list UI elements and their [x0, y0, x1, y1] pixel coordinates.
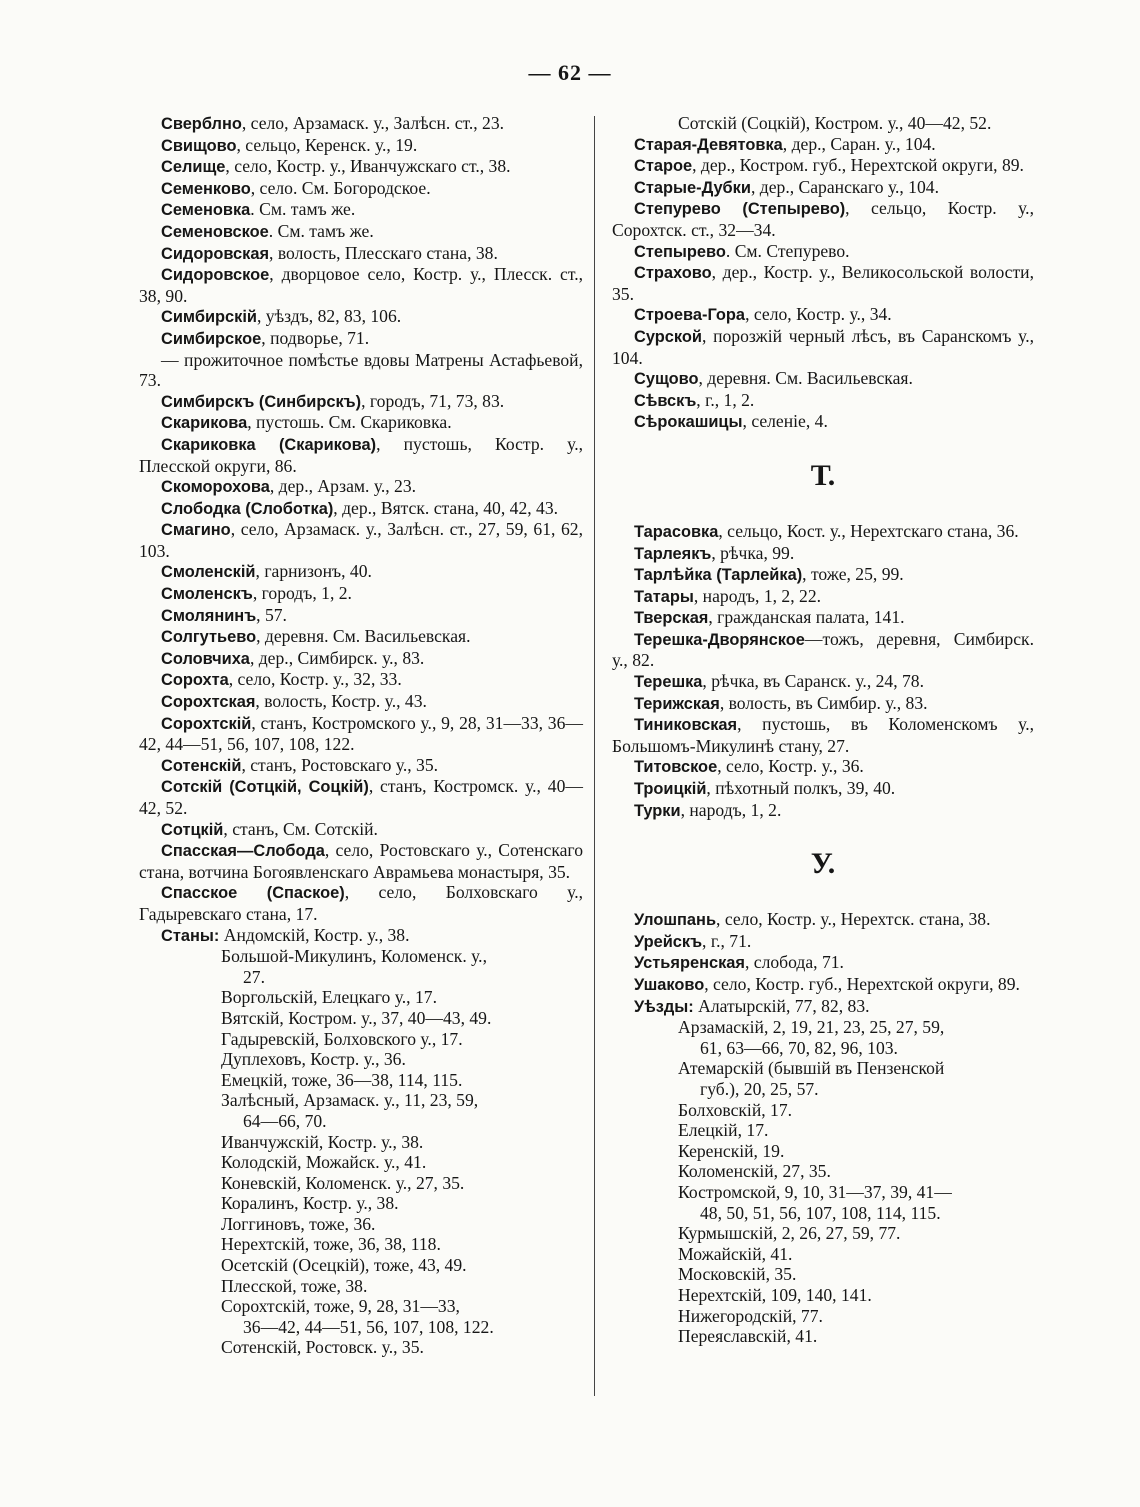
index-entry [139, 135, 583, 157]
sub-entry [139, 1276, 583, 1297]
entry-headword: Сурской [634, 327, 702, 346]
sub-entry-text: Дуплеховъ, Костр. у., 36. [221, 1049, 406, 1070]
entry-text: , станъ, Ростовскаго у., 35. [241, 754, 439, 775]
index-entry [612, 368, 1034, 390]
entry-headword: Тиниковская [634, 716, 738, 735]
entry-headword: Строева-Гора [634, 306, 746, 325]
entry-text: , волость, Плесскаго стана, 38. [269, 242, 498, 263]
index-entry [139, 583, 583, 605]
entry-headword: Сидоровская [161, 244, 270, 263]
sub-entry-text: Большой-Микулинъ, Коломенск. у., [221, 946, 487, 967]
entry-text: , слобода, 71. [744, 952, 844, 973]
sub-entry [612, 1161, 1034, 1182]
index-entry [139, 882, 583, 924]
sub-entry [139, 1337, 583, 1358]
entry-headword: Старая-Девятовка [634, 135, 783, 154]
sub-entry [612, 1306, 1034, 1327]
entry-text: , дворцовое село, Костр. у., Плесск. ст., 38, 90. [139, 264, 583, 306]
left-column [139, 113, 583, 1358]
entry-text: . См. тамъ же. [268, 220, 374, 241]
entry-text: , село, Костр. у., 32, 33. [228, 669, 402, 690]
entry-headword: Смолянинъ [161, 606, 257, 625]
entry-text: , деревня. См. Васильевская. [256, 626, 471, 647]
entry-text: , г., 71. [702, 930, 752, 951]
index-entry [612, 521, 1034, 543]
index-entry [612, 543, 1034, 565]
sub-entry-text: Воргольскій, Елецкаго у., 17. [221, 987, 437, 1008]
sub-entry [612, 1120, 1034, 1141]
entry-text: , дер., Костр. у., Великосольской волости, 35. [612, 262, 1034, 304]
entry-text: , рѣчка, 99. [711, 542, 795, 563]
entry-text: , волость, въ Симбир. у., 83. [719, 692, 928, 713]
entry-headword: Сорохта [161, 671, 229, 690]
entry-headword: Соловчиха [161, 649, 250, 668]
index-entry [139, 648, 583, 670]
sub-entry-text: Нерехтскій, тоже, 36, 38, 118. [221, 1234, 441, 1255]
sub-entry-continuation: 64—66, 70. [243, 1110, 327, 1131]
entry-headword: Тверская [634, 609, 709, 628]
entry-text: , село. См. Богородское. [250, 177, 431, 198]
index-entry [612, 629, 1034, 671]
sub-entry [139, 1193, 583, 1214]
entry-text: — прожиточное помѣстье вдовы Матрены Астафьевой, 73. [139, 349, 583, 391]
entry-text: , станъ, См. Сотскій. [223, 818, 378, 839]
sub-entry-text: Костромской, 9, 10, 31—37, 39, 41— [678, 1181, 952, 1202]
sub-entry-continuation: 27. [243, 966, 265, 987]
entry-headword: Турки [634, 801, 681, 820]
sub-entry [139, 1234, 583, 1255]
index-entry [139, 755, 583, 777]
entry-text: , дер., Вятск. стана, 40, 42, 43. [333, 497, 559, 518]
entry-text: , городъ, 71, 73, 83. [361, 390, 505, 411]
index-entry [139, 221, 583, 243]
sub-entry [612, 1326, 1034, 1347]
sub-entry-text: Атемарскій (бывшій въ Пензенской [678, 1058, 945, 1079]
index-entry [139, 626, 583, 648]
entry-headword: Тарлеякъ [634, 544, 712, 563]
u-entry-list [612, 909, 1034, 995]
entry-headword: Слободка (Слоботка) [161, 499, 334, 518]
sub-entry-text: Нерехтскій, 109, 140, 141. [678, 1284, 872, 1305]
uezdy-list [612, 1017, 1034, 1347]
entry-headword: Симбирскій [161, 308, 257, 327]
entry-headword: Симбирскъ (Синбирскъ) [161, 392, 362, 411]
sub-entry [612, 1017, 1034, 1058]
entry-text: , село, Костр. у., Нерехтск. стана, 38. [716, 909, 991, 930]
sub-entry-text: Колодскій, Можайск. у., 41. [221, 1152, 427, 1173]
index-entry [612, 586, 1034, 608]
entry-headword: Ушаково [634, 976, 705, 994]
sub-entry [612, 1182, 1034, 1223]
entry-text: . См. тамъ же. [250, 199, 356, 220]
uezdy-first: Алатырскій, 77, 82, 83. [698, 995, 870, 1016]
entry-text: , село, Костр. губ., Нерехтской округи, 89. [704, 974, 1020, 994]
index-entry [612, 778, 1034, 800]
entry-text: , порозжій черный лѣсъ, въ Саранскомъ у., 104. [612, 325, 1034, 368]
sub-entry-text: Арзамаскій, 2, 19, 21, 23, 25, 27, 59, [678, 1017, 945, 1038]
sub-entry [612, 1264, 1034, 1285]
left-entry-list [139, 113, 583, 925]
uezdy-label: Уѣзды: [634, 997, 694, 1016]
sub-entry-continuation: 48, 50, 51, 56, 107, 108, 114, 115. [700, 1202, 941, 1223]
entry-text: —тожъ, деревня, Симбирск. у., 82. [612, 628, 1034, 671]
entry-headword: Спасская—Слобода [161, 842, 325, 861]
index-entry [612, 262, 1034, 304]
index-entry [139, 819, 583, 841]
sub-entry-text: Переяславскій, 41. [678, 1326, 818, 1347]
index-entry [612, 974, 1034, 996]
index-entry [139, 713, 583, 755]
entry-headword: Селище [161, 158, 226, 177]
index-entry [139, 350, 583, 391]
index-entry [139, 519, 583, 561]
entry-text: , сельцо, Костр. у., Сорохтск. ст., 32—34. [612, 198, 1034, 240]
sub-entry [612, 1100, 1034, 1121]
sub-entry-text: Емецкій, тоже, 36—38, 114, 115. [221, 1069, 463, 1090]
sub-entry-text: Керенскій, 19. [678, 1140, 785, 1161]
entry-headword: Сидоровское [161, 266, 270, 285]
sub-entry [139, 1008, 583, 1029]
sub-entry [139, 1214, 583, 1235]
entry-headword: Старое [634, 157, 693, 176]
entry-headword: Тарлѣйка (Тарлейка) [634, 566, 803, 585]
sub-entry [612, 1244, 1034, 1265]
entry-text: , народъ, 1, 2. [680, 799, 782, 820]
sub-entry-text: Болховскій, 17. [678, 1099, 793, 1120]
entry-text: , 57. [256, 604, 287, 625]
index-entry [612, 671, 1034, 693]
entry-headword: Сорохтскій [161, 714, 252, 733]
entry-text: , дер., Саран. у., 104. [782, 133, 936, 154]
entry-text: , село, Арзамаск. у., Залѣсн. ст., 27, 59, 61, 62, 103. [139, 519, 583, 561]
entry-headword: Семеновка [161, 201, 251, 220]
entry-headword: Улошпань [634, 911, 717, 930]
index-entry [139, 199, 583, 221]
index-entry [139, 691, 583, 713]
index-entry [139, 264, 583, 306]
sub-entry-text: Можайскій, 41. [678, 1243, 793, 1264]
entry-text: , тоже, 25, 99. [802, 564, 904, 585]
index-entry [612, 241, 1034, 263]
entry-text: , село, Ростовскаго у., Сотенскаго стана, вотчина Богоявленскаго Аврамьева монастыря, 35. [139, 840, 583, 882]
index-entry [612, 113, 1034, 134]
sub-entry-text: Елецкій, 17. [678, 1120, 769, 1141]
column-divider [594, 116, 595, 1396]
entry-headword: Сотскій (Сотцкій, Соцкій) [161, 778, 369, 797]
entry-headword: Степурево (Степырево) [634, 200, 846, 219]
entry-text: , станъ, Костромского у., 9, 28, 31—33, 36—42, 44—51, 56, 107, 108, 122. [139, 712, 583, 755]
index-entry [139, 840, 583, 882]
index-entry [612, 390, 1034, 412]
index-entry [612, 177, 1034, 199]
entry-text: , дер., Костром. губ., Нерехтской округи, 89. [692, 155, 1024, 176]
letter-heading-u: У. [810, 847, 836, 881]
sub-entry-text: Коралинъ, Костр. у., 38. [221, 1193, 399, 1214]
entry-headword: Терешка-Дворянское [634, 630, 805, 649]
index-entry [612, 607, 1034, 629]
sub-entry-text: Московскій, 35. [678, 1264, 797, 1285]
entry-text: , волость, Костр. у., 43. [255, 691, 427, 712]
entry-text: , народъ, 1, 2, 22. [693, 585, 822, 606]
entry-text: , г., 1, 2. [696, 389, 755, 410]
entry-headword: Скариковка (Скарикова) [161, 435, 377, 454]
sub-entry [612, 1141, 1034, 1162]
t-entry-list [612, 521, 1034, 821]
entry-text: , уѣздъ, 82, 83, 106. [256, 306, 402, 327]
index-entry [612, 411, 1034, 433]
entry-headword: Терешка [634, 673, 703, 692]
sub-entry-text: Плесской, тоже, 38. [221, 1275, 368, 1296]
entry-headword: Сотцкій [161, 820, 224, 839]
index-entry [139, 561, 583, 583]
entry-headword: Троицкій [634, 780, 707, 799]
entry-headword: Семенково [161, 179, 251, 198]
entry-headword: Сѣрокашицы [634, 413, 743, 432]
sub-entry-text: Сотенскій, Ростовск. у., 35. [221, 1337, 424, 1358]
entry-headword: Татары [634, 587, 694, 606]
index-entry [139, 412, 583, 434]
index-entry [612, 756, 1034, 778]
entry-headword: Свищово [161, 136, 237, 155]
sub-entry [139, 1049, 583, 1070]
entry-text: , пѣхотный полкъ, 39, 40. [706, 778, 896, 799]
sub-entry-text: Логгиновъ, тоже, 36. [221, 1213, 376, 1234]
sub-entry-text: Коломенскій, 27, 35. [678, 1161, 831, 1182]
sub-entry [139, 1173, 583, 1194]
index-entry [612, 909, 1034, 931]
sub-entry [612, 1058, 1034, 1099]
entry-headword: Смоленскъ [161, 585, 253, 604]
index-entry [139, 476, 583, 498]
entry-text: , село, Арзамаск. у., Залѣсн. ст., 23. [241, 113, 505, 133]
entry-text: , рѣчка, въ Саранск. у., 24, 78. [702, 671, 925, 692]
entry-headword: Скоморохова [161, 478, 270, 497]
sub-entry-continuation: 36—42, 44—51, 56, 107, 108, 122. [243, 1316, 494, 1337]
entry-headword: Симбирское [161, 329, 262, 348]
index-entry [139, 178, 583, 200]
entry-text: , подворье, 71. [261, 327, 370, 348]
entry-headword: Сѣвскъ [634, 391, 697, 410]
stany-label: Станы: [161, 926, 220, 945]
index-entry [612, 304, 1034, 326]
entry-text: , станъ, Костромск. у., 40—42, 52. [139, 776, 583, 818]
sub-entry-text: Иванчужскій, Костр. у., 38. [221, 1131, 424, 1152]
sub-entry-text: Вятскій, Костром. у., 37, 40—43, 49. [221, 1007, 492, 1028]
index-entry [612, 931, 1034, 953]
sub-entry-text: Осетскій (Осецкій), тоже, 43, 49. [221, 1255, 467, 1276]
letter-heading-t: Т. [810, 458, 836, 492]
sub-entry [139, 1070, 583, 1091]
sub-entry [139, 1152, 583, 1173]
index-entry [612, 198, 1034, 240]
sub-entry-text: Курмышскій, 2, 26, 27, 59, 77. [678, 1223, 901, 1244]
entry-text: . См. Степурево. [725, 240, 850, 261]
entry-headword: Сорохтская [161, 693, 256, 712]
entry-headword: Скарикова [161, 414, 248, 433]
entry-headword: Старые-Дубки [634, 178, 751, 197]
sub-entry [139, 1132, 583, 1153]
sub-entry-text: Сорохтскій, тоже, 9, 28, 31—33, [221, 1296, 460, 1317]
entry-headword: Смоленскій [161, 563, 256, 582]
entry-headword: Устьяренская [634, 954, 745, 973]
entry-text: , гражданская палата, 141. [708, 607, 905, 628]
sub-entry-continuation: губ.), 20, 25, 57. [700, 1078, 819, 1099]
entry-text: , дер., Симбирск. у., 83. [249, 647, 425, 668]
index-entry [612, 326, 1034, 368]
index-entry [612, 714, 1034, 756]
sub-entry [139, 1255, 583, 1276]
index-entry [139, 113, 583, 135]
entry-headword: Титовское [634, 758, 718, 777]
sub-entry [612, 1223, 1034, 1244]
entry-text: , село, Болховскаго у., Гадыревскаго стана, 17. [139, 882, 583, 924]
index-entry [139, 605, 583, 627]
entry-text: , село, Костр. у., Иванчужскаго ст., 38. [225, 156, 511, 177]
entry-headword: Терижская [634, 694, 720, 713]
stany-first: Андомскій, Костр. у., 38. [223, 924, 410, 945]
entry-headword: Тарасовка [634, 522, 719, 541]
sub-entry [139, 1029, 583, 1050]
index-entry [612, 800, 1034, 822]
sub-entry [139, 987, 583, 1008]
index-entry [139, 434, 583, 476]
index-entry [139, 669, 583, 691]
entry-headword: Сущово [634, 370, 699, 389]
entry-text: , гарнизонъ, 40. [255, 561, 372, 582]
entry-text: , селеніе, 4. [742, 411, 828, 432]
entry-headword: Спасское (Спаское) [161, 884, 345, 903]
sub-entry-text: Гадыревскій, Болховского у., 17. [221, 1028, 463, 1049]
entry-headword: Урейскъ [634, 932, 703, 951]
entry-headword: Сотенскій [161, 756, 242, 775]
index-entry [139, 156, 583, 178]
entry-text: , деревня. См. Васильевская. [698, 368, 913, 389]
sub-entry-text: Коневскій, Коломенск. у., 27, 35. [221, 1172, 465, 1193]
entry-text: , село, Костр. у., 36. [717, 756, 864, 777]
right-column [612, 113, 1034, 1347]
uezdy-group [612, 996, 1034, 1018]
sub-entry [139, 1296, 583, 1337]
index-entry [139, 391, 583, 413]
index-entry [612, 693, 1034, 715]
entry-headword: Солгутьево [161, 628, 257, 647]
sub-entry [139, 1090, 583, 1131]
entry-text: , пустошь, Костр. у., Плесской округи, 86. [139, 433, 583, 476]
entry-text: , городъ, 1, 2. [252, 583, 352, 604]
entry-headword: Смагино [161, 521, 231, 540]
index-entry [612, 155, 1034, 177]
entry-text: , село, Костр. у., 34. [745, 304, 892, 325]
entry-text: , дер., Арзам. у., 23. [269, 476, 417, 497]
entry-headword: Степырево [634, 242, 726, 261]
sub-entry-continuation: 61, 63—66, 70, 82, 96, 103. [700, 1037, 898, 1058]
entry-text: , дер., Саранскаго у., 104. [750, 176, 939, 197]
sub-entry-text: Залѣсный, Арзамаск. у., 11, 23, 59, [221, 1090, 479, 1111]
index-entry [612, 134, 1034, 156]
index-entry [612, 564, 1034, 586]
entry-text: , сельцо, Керенск. у., 19. [236, 134, 418, 155]
entry-text: , пустошь. См. Скариковка. [247, 412, 452, 433]
entry-headword: Семеновское [161, 222, 269, 241]
entry-headword: Сверблно [161, 115, 242, 133]
entry-text: , пустошь, въ Коломенскомъ у., Большомъ-Микулинѣ стану, 27. [612, 714, 1034, 756]
index-entry [139, 328, 583, 350]
index-entry [139, 776, 583, 818]
index-entry [139, 498, 583, 520]
sub-entry [612, 1285, 1034, 1306]
entry-text: , сельцо, Кост. у., Нерехтскаго стана, 36. [718, 520, 1019, 541]
index-entry [139, 243, 583, 265]
entry-text: Сотскій (Соцкій), Костром. у., 40—42, 52. [678, 113, 992, 133]
stany-list [139, 946, 583, 1358]
sub-entry [139, 946, 583, 987]
entry-headword: Страхово [634, 264, 712, 283]
stany-group [139, 925, 583, 947]
index-entry [139, 306, 583, 328]
page-number: — 62 — [528, 60, 612, 85]
index-entry [612, 952, 1034, 974]
right-top-list [612, 113, 1034, 433]
sub-entry-text: Нижегородскій, 77. [678, 1305, 823, 1326]
